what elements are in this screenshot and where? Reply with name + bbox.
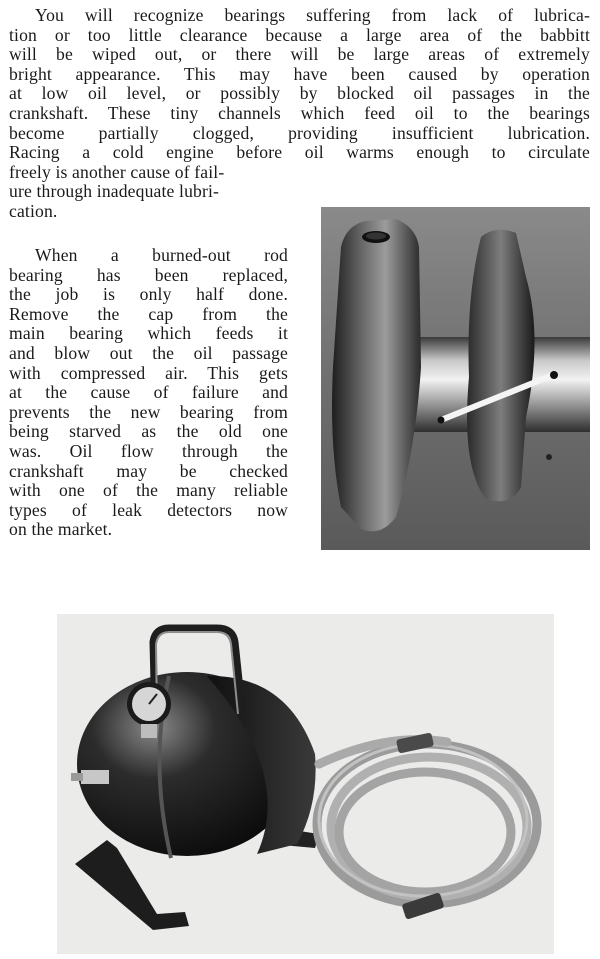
text-line: with one of the many reliable [9, 480, 288, 501]
text-line: prevents the new bearing from [9, 401, 288, 422]
text-line: ure through inadequate lubri- [9, 181, 220, 202]
text-line: was. Oil flow through the [9, 440, 288, 461]
paragraph-lubrication-failure [9, 6, 590, 222]
text-line: and blow out the oil passage [9, 342, 288, 363]
text-line: become partially clogged, providing insufficient lubrication. [9, 122, 590, 143]
text-line: freely is another cause of fail- [9, 161, 225, 182]
text-line: being starved as the old one [9, 421, 288, 442]
text-line: When a burned-out rod [35, 245, 288, 265]
text-line: with compressed air. This gets [9, 362, 288, 383]
text-line: types of leak detectors now [9, 499, 288, 520]
text-line: main bearing which feeds it [9, 323, 288, 344]
paragraph-rod-bearing-replacement [9, 246, 288, 540]
leak-detector-tank-photo [57, 614, 554, 954]
text-line: the job is only half done. [9, 284, 288, 305]
text-line: cation. [9, 200, 58, 221]
text-line: at low oil level, or possibly by blocked oil passages in the [9, 83, 590, 104]
crankshaft-oil-passage-photo [321, 207, 590, 550]
text-line: You will recognize bearings suffering from lack of lubrica- [35, 5, 590, 25]
text-line: crankshaft may be checked [9, 460, 288, 481]
text-line: on the market. [9, 519, 113, 540]
text-line: Remove the cap from the [9, 303, 288, 324]
text-line: bright appearance. This may have been caused by operation [9, 63, 590, 84]
text-line: tion or too little clearance because a large area of the babbitt [9, 24, 590, 45]
text-line: will be wiped out, or there will be large areas of extremely [9, 44, 590, 65]
text-line: crankshaft. These tiny channels which feed oil to the bearings [9, 102, 590, 123]
text-line: at the cause of failure and [9, 382, 288, 403]
text-line: bearing has been replaced, [9, 264, 288, 285]
text-line: Racing a cold engine before oil warms enough to circulate [9, 142, 590, 163]
